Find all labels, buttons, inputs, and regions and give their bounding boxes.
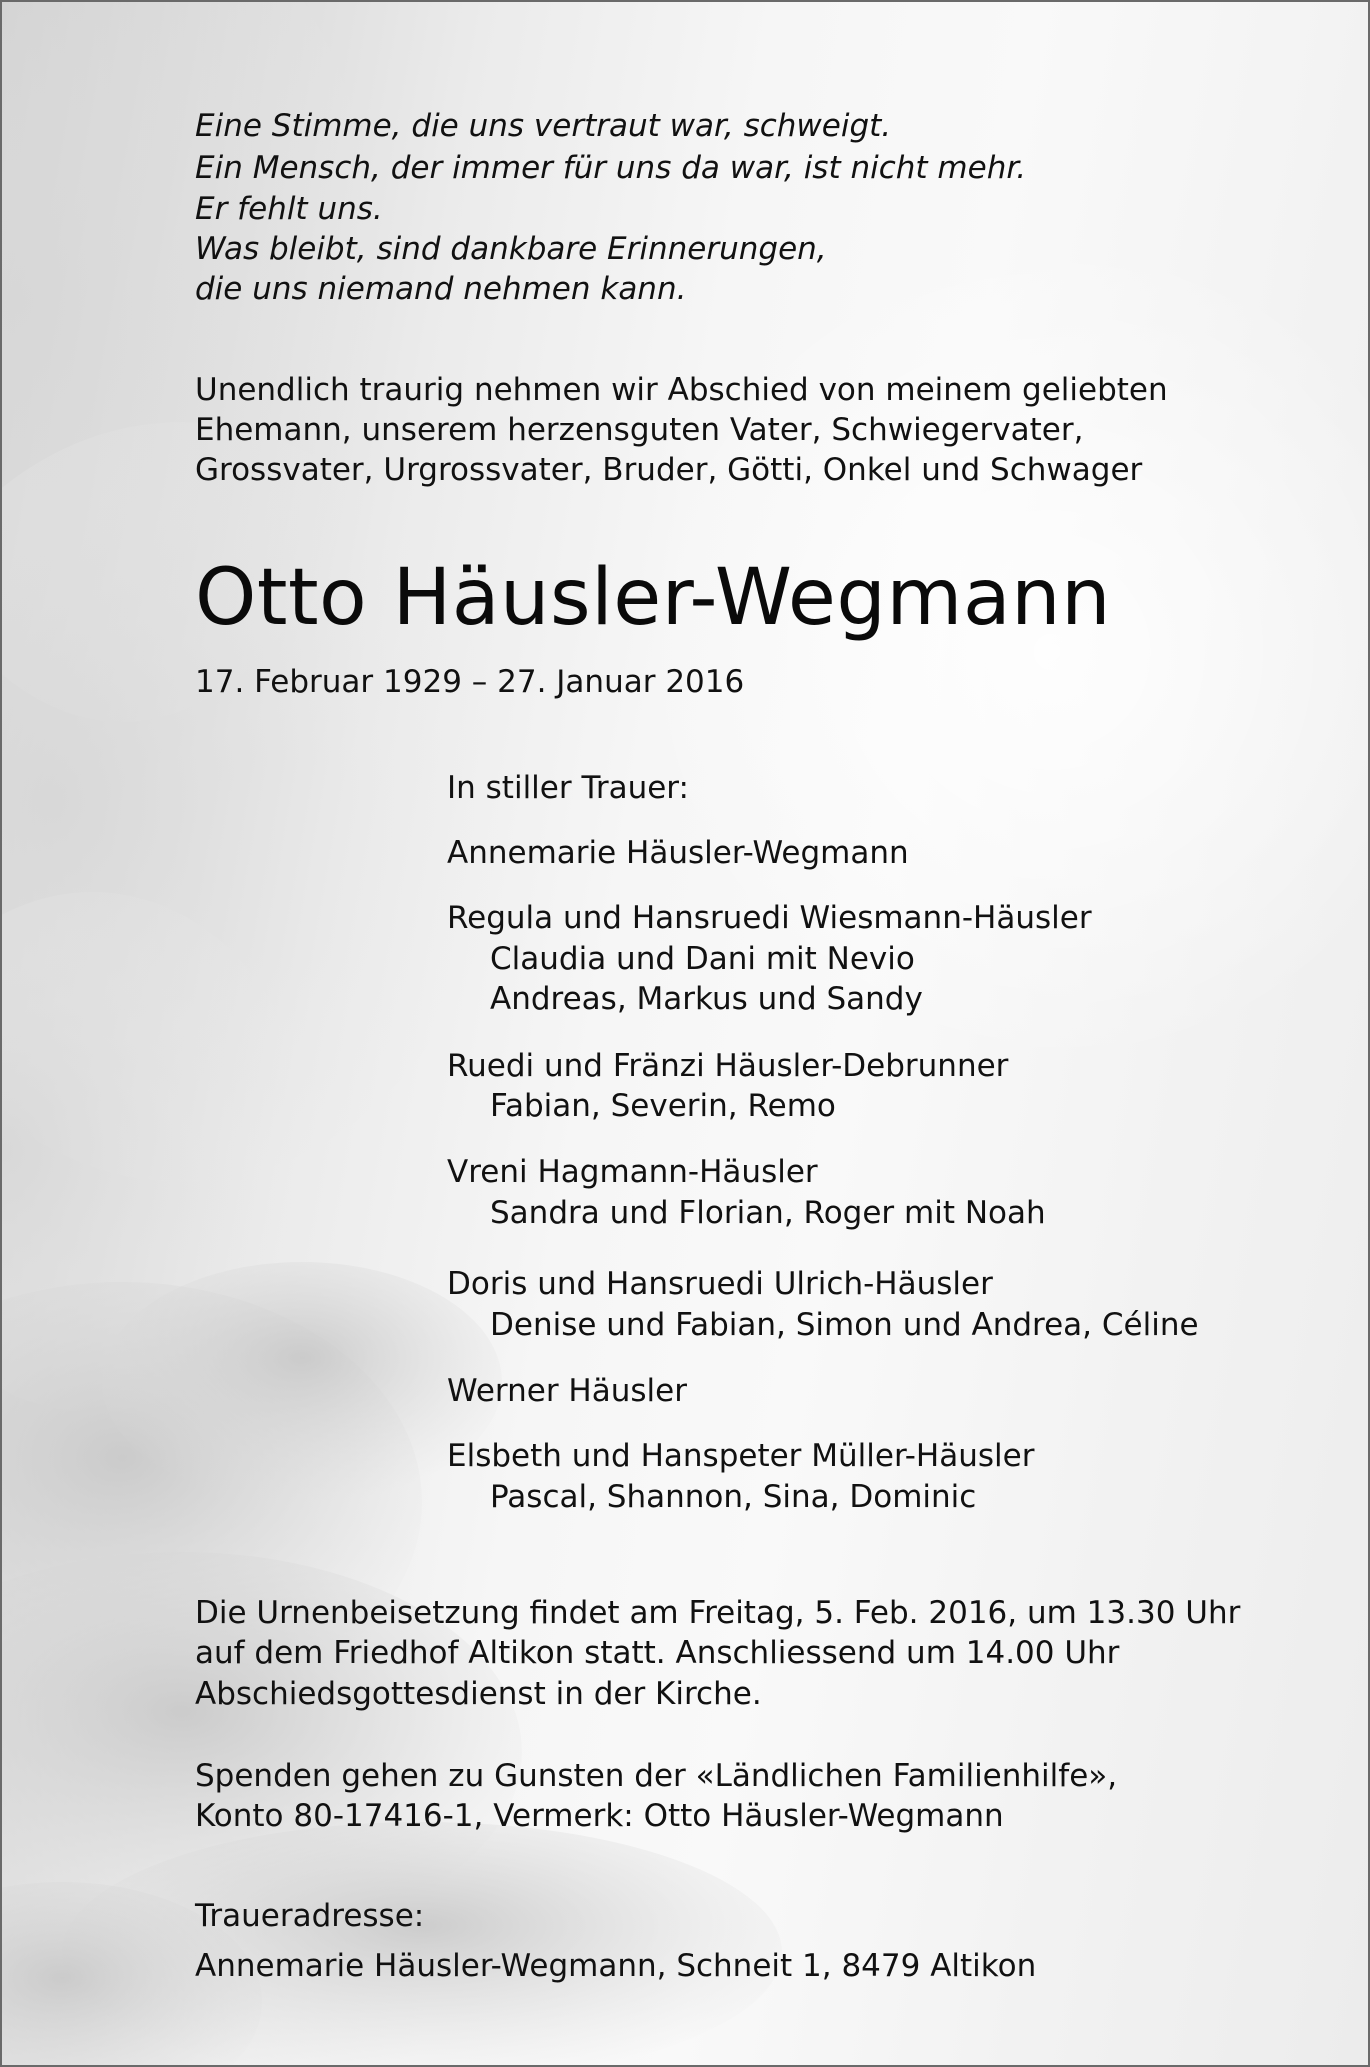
intro-line: Unendlich traurig nehmen wir Abschied von meinem geliebten bbox=[195, 372, 1168, 408]
mourner-name: Vreni Hagmann-Häusler bbox=[447, 1154, 818, 1190]
mourner-subname: Denise und Fabian, Simon und Andrea, Céline bbox=[490, 1307, 1199, 1343]
mourner-name: Elsbeth und Hanspeter Müller-Häusler bbox=[447, 1438, 1035, 1474]
mourner-subname: Claudia und Dani mit Nevio bbox=[490, 941, 915, 977]
mourner-name: Regula und Hansruedi Wiesmann-Häusler bbox=[447, 900, 1092, 936]
ceremony-line: auf dem Friedhof Altikon statt. Anschliessend um 14.00 Uhr bbox=[195, 1635, 1120, 1671]
intro-line: Grossvater, Urgrossvater, Bruder, Götti, Onkel und Schwager bbox=[195, 452, 1143, 488]
ceremony-line: Die Urnenbeisetzung findet am Freitag, 5. Feb. 2016, um 13.30 Uhr bbox=[195, 1595, 1241, 1631]
mourner-subname: Sandra und Florian, Roger mit Noah bbox=[490, 1195, 1046, 1231]
verse-line: Ein Mensch, der immer für uns da war, ist nicht mehr. bbox=[195, 150, 1027, 186]
deceased-name: Otto Häusler-Wegmann bbox=[195, 553, 1112, 643]
mourner-subname: Andreas, Markus und Sandy bbox=[490, 981, 923, 1017]
address-value: Annemarie Häusler-Wegmann, Schneit 1, 8479 Altikon bbox=[195, 1948, 1037, 1984]
mourner-subname: Fabian, Severin, Remo bbox=[490, 1088, 836, 1124]
verse-line: Was bleibt, sind dankbare Erinnerungen, bbox=[195, 231, 827, 267]
donation-line: Spenden gehen zu Gunsten der «Ländlichen Familienhilfe», bbox=[195, 1758, 1118, 1794]
life-dates: 17. Februar 1929 – 27. Januar 2016 bbox=[195, 664, 745, 700]
address-label: Traueradresse: bbox=[195, 1898, 425, 1934]
mourner-name: Ruedi und Fränzi Häusler-Debrunner bbox=[447, 1048, 1009, 1084]
verse-line: Er fehlt uns. bbox=[195, 191, 383, 227]
verse-line: Eine Stimme, die uns vertraut war, schweigt. bbox=[195, 108, 892, 144]
ceremony-line: Abschiedsgottesdienst in der Kirche. bbox=[195, 1676, 762, 1712]
mourner-name: Werner Häusler bbox=[447, 1373, 687, 1409]
mourner-subname: Pascal, Shannon, Sina, Dominic bbox=[490, 1479, 977, 1515]
intro-line: Ehemann, unserem herzensguten Vater, Schwiegervater, bbox=[195, 412, 1084, 448]
verse-line: die uns niemand nehmen kann. bbox=[195, 271, 687, 307]
mourner-name: Doris und Hansruedi Ulrich-Häusler bbox=[447, 1266, 993, 1302]
mourner-name: Annemarie Häusler-Wegmann bbox=[447, 835, 909, 871]
donation-line: Konto 80-17416-1, Vermerk: Otto Häusler-Wegmann bbox=[195, 1798, 1004, 1834]
mourners-heading: In stiller Trauer: bbox=[447, 770, 689, 806]
